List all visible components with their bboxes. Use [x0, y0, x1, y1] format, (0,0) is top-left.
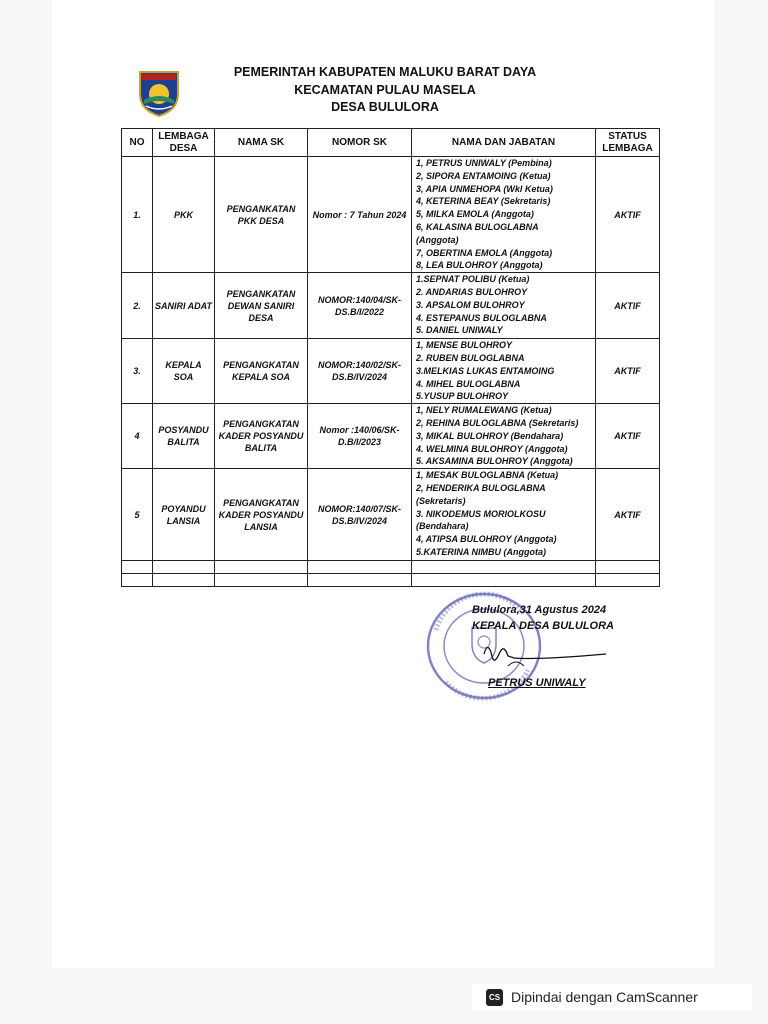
- blank-cell: [122, 574, 153, 587]
- blank-cell: [215, 574, 308, 587]
- camscanner-text: Dipindai dengan CamScanner: [511, 989, 698, 1005]
- blank-cell: [596, 561, 660, 574]
- blank-cell: [153, 574, 215, 587]
- cell-status: AKTIF: [596, 469, 660, 561]
- cell-status: AKTIF: [596, 157, 660, 273]
- header-district: KECAMATAN PULAU MASELA: [294, 82, 476, 97]
- blank-cell: [308, 561, 412, 574]
- member-line: 2. ANDARIAS BULOHROY: [416, 286, 528, 297]
- header-nama-sk: NAMA SK: [215, 129, 308, 157]
- handwritten-signature-icon: [478, 636, 610, 676]
- table-row: [122, 404, 660, 469]
- cell-no: 4: [122, 404, 153, 469]
- cell-lembaga: KEPALA SOA: [153, 339, 215, 404]
- cell-status: AKTIF: [596, 339, 660, 404]
- member-line: 5. DANIEL UNIWALY: [416, 325, 503, 336]
- member-line: 1.SEPNAT POLIBU (Ketua): [416, 274, 530, 285]
- cell-lembaga: POYANDU LANSIA: [153, 469, 215, 561]
- table-row: [122, 339, 660, 404]
- table-row: [122, 273, 660, 339]
- member-line: 4. MIHEL BULOGLABNA: [416, 378, 521, 389]
- cell-nomor-sk: NOMOR:140/07/SK-DS.B/IV/2024: [308, 469, 412, 561]
- cell-members: [412, 469, 596, 561]
- document-header: [200, 64, 570, 117]
- cell-lembaga: POSYANDU BALITA: [153, 404, 215, 469]
- signature-place-date: Bululora,31 Agustus 2024: [472, 604, 607, 616]
- cell-lembaga: SANIRI ADAT: [153, 273, 215, 339]
- blank-cell: [412, 574, 596, 587]
- cell-nama-sk: PENGANKATAN DEWAN SANIRI DESA: [215, 273, 308, 339]
- header-lembaga: LEMBAGA DESA: [153, 129, 215, 157]
- member-line: 3. NIKODEMUS MORIOLKOSU: [416, 508, 546, 519]
- member-line: 3, MIKAL BULOHROY (Bendahara): [416, 430, 564, 441]
- member-line: 4, KETERINA BEAY (Sekretaris): [416, 196, 551, 207]
- table-row: [122, 157, 660, 273]
- cell-nama-sk: PENGANGKATAN KEPALA SOA: [215, 339, 308, 404]
- signature-name: PETRUS UNIWALY: [488, 677, 586, 689]
- camscanner-watermark: [472, 984, 752, 1010]
- member-line: (Bendahara): [416, 521, 469, 532]
- header-status: STATUS LEMBAGA: [596, 129, 660, 157]
- member-line: 5. AKSAMINA BULOHROY (Anggota): [416, 456, 573, 467]
- blank-cell: [122, 561, 153, 574]
- cell-nama-sk: PENGANGKATAN KADER POSYANDU BALITA: [215, 404, 308, 469]
- header-nama-jabatan: NAMA DAN JABATAN: [412, 129, 596, 157]
- member-line: (Anggota): [416, 234, 459, 245]
- header-village: DESA BULULORA: [331, 100, 439, 114]
- blank-cell: [412, 561, 596, 574]
- member-line: (Sekretaris): [416, 495, 466, 506]
- cell-no: 2.: [122, 273, 153, 339]
- table-header-row: [122, 129, 660, 157]
- cell-members: [412, 404, 596, 469]
- blank-cell: [153, 561, 215, 574]
- member-line: 7, OBERTINA EMOLA (Anggota): [416, 247, 553, 258]
- member-line: 1, MESAK BULOGLABNA (Ketua): [416, 470, 559, 481]
- cell-no: 5: [122, 469, 153, 561]
- cell-nama-sk: PENGANGKATAN KADER POSYANDU LANSIA: [215, 469, 308, 561]
- member-line: 2. RUBEN BULOGLABNA: [416, 352, 525, 363]
- header-regency: PEMERINTAH KABUPATEN MALUKU BARAT DAYA: [233, 65, 537, 79]
- member-line: 5.KATERINA NIMBU (Anggota): [416, 546, 546, 557]
- member-line: 1, NELY RUMALEWANG (Ketua): [416, 405, 552, 416]
- signature-block: [472, 602, 614, 634]
- camscanner-icon: CS: [486, 989, 503, 1006]
- cell-members: [412, 273, 596, 339]
- member-line: 6, KALASINA BULOGLABNA: [416, 221, 539, 232]
- cell-nama-sk: PENGANKATAN PKK DESA: [215, 157, 308, 273]
- member-line: 4. WELMINA BULOHROY (Anggota): [416, 443, 568, 454]
- member-line: 1, PETRUS UNIWALY (Pembina): [416, 158, 552, 168]
- member-line: 2, HENDERIKA BULOGLABNA: [416, 482, 546, 493]
- cell-no: 3.: [122, 339, 153, 404]
- blank-row: [122, 574, 660, 587]
- cell-status: AKTIF: [596, 404, 660, 469]
- cell-nomor-sk: NOMOR:140/02/SK-DS.B/IV/2024: [308, 339, 412, 404]
- header-nomor-sk: NOMOR SK: [308, 129, 412, 157]
- table-row: [122, 469, 660, 561]
- member-line: 3, APIA UNMEHOPA (Wkl Ketua): [416, 183, 553, 194]
- blank-cell: [308, 574, 412, 587]
- institution-table: [121, 128, 660, 587]
- member-line: 2, SIPORA ENTAMOING (Ketua): [416, 170, 551, 181]
- cell-no: 1.: [122, 157, 153, 273]
- member-line: 5.YUSUP BULOHROY: [416, 391, 509, 402]
- member-line: 4. ESTEPANUS BULOGLABNA: [416, 312, 547, 323]
- blank-row: [122, 561, 660, 574]
- blank-cell: [596, 574, 660, 587]
- member-line: 4, ATIPSA BULOHROY (Anggota): [416, 534, 557, 545]
- cell-nomor-sk: Nomor : 7 Tahun 2024: [308, 157, 412, 273]
- cell-members: [412, 157, 596, 273]
- cell-status: AKTIF: [596, 273, 660, 339]
- member-line: 2, REHINA BULOGLABNA (Sekretaris): [416, 417, 579, 428]
- cell-nomor-sk: Nomor :140/06/SK-D.B/I/2023: [308, 404, 412, 469]
- member-line: 5, MILKA EMOLA (Anggota): [416, 209, 534, 220]
- regency-crest-icon: [136, 68, 182, 118]
- member-line: 3. APSALOM BULOHROY: [416, 299, 525, 310]
- member-line: 1, MENSE BULOHROY: [416, 340, 513, 351]
- member-line: 3.MELKIAS LUKAS ENTAMOING: [416, 365, 555, 376]
- cell-nomor-sk: NOMOR:140/04/SK-DS.B/I/2022: [308, 273, 412, 339]
- signature-title: KEPALA DESA BULULORA: [472, 620, 614, 632]
- blank-cell: [215, 561, 308, 574]
- cell-members: [412, 339, 596, 404]
- member-line: 8, LEA BULOHROY (Anggota): [416, 260, 543, 271]
- cell-lembaga: PKK: [153, 157, 215, 273]
- header-no: NO: [122, 129, 153, 157]
